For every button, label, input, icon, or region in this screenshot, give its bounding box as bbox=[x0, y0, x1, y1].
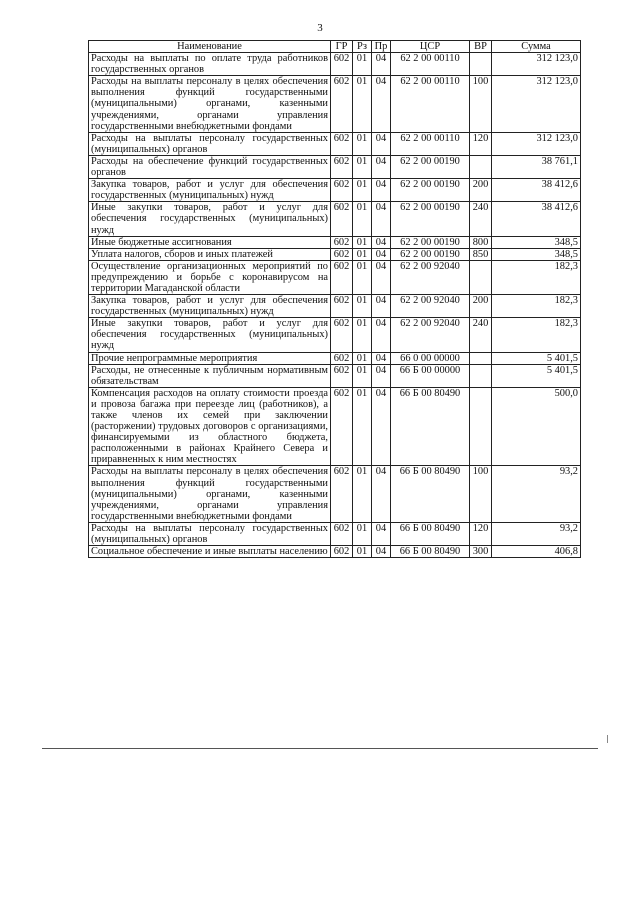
cell-vr bbox=[470, 155, 492, 178]
cell-vr bbox=[470, 260, 492, 294]
table-row bbox=[89, 387, 581, 466]
cell-gr: 602 bbox=[331, 248, 353, 260]
cell-csr: 66 Б 00 80490 bbox=[391, 522, 470, 545]
cell-rz: 01 bbox=[353, 236, 372, 248]
cell-vr: 200 bbox=[470, 295, 492, 318]
cell-sum: 38 761,1 bbox=[492, 155, 581, 178]
header-vr: ВР bbox=[470, 41, 492, 53]
cell-gr: 602 bbox=[331, 236, 353, 248]
cell-vr: 100 bbox=[470, 466, 492, 522]
cell-name: Прочие непрограммные мероприятия bbox=[89, 352, 331, 364]
cell-pr: 04 bbox=[372, 132, 391, 155]
cell-gr: 602 bbox=[331, 522, 353, 545]
cell-sum: 182,3 bbox=[492, 260, 581, 294]
cell-sum: 312 123,0 bbox=[492, 76, 581, 132]
cell-gr: 602 bbox=[331, 466, 353, 522]
cell-gr: 602 bbox=[331, 352, 353, 364]
cell-pr: 04 bbox=[372, 155, 391, 178]
cell-name: Социальное обеспечение и иные выплаты населению bbox=[89, 546, 331, 558]
cell-rz: 01 bbox=[353, 202, 372, 236]
cell-pr: 04 bbox=[372, 387, 391, 466]
table-row bbox=[89, 202, 581, 236]
cell-name: Закупка товаров, работ и услуг для обеспечения государственных (муниципальных) нужд bbox=[89, 179, 331, 202]
cell-gr: 602 bbox=[331, 387, 353, 466]
cell-vr: 240 bbox=[470, 202, 492, 236]
table-row bbox=[89, 364, 581, 387]
cell-name: Компенсация расходов на оплату стоимости проезда и провоза багажа при переезде лиц (работников), а также членов их семей при заключении (расторжении) трудовых договоров с организациями, финансируемыми из областного бюджета, расположенными в районах Крайнего Севера и приравненных к ним местностях bbox=[89, 387, 331, 466]
cell-rz: 01 bbox=[353, 248, 372, 260]
cell-csr: 62 2 00 00190 bbox=[391, 202, 470, 236]
table-row bbox=[89, 132, 581, 155]
cell-vr bbox=[470, 387, 492, 466]
cell-vr bbox=[470, 364, 492, 387]
header-rz: Рз bbox=[353, 41, 372, 53]
cell-csr: 62 2 00 92040 bbox=[391, 260, 470, 294]
cell-rz: 01 bbox=[353, 53, 372, 76]
cell-gr: 602 bbox=[331, 260, 353, 294]
cell-rz: 01 bbox=[353, 155, 372, 178]
cell-sum: 312 123,0 bbox=[492, 53, 581, 76]
cell-pr: 04 bbox=[372, 76, 391, 132]
cell-vr: 800 bbox=[470, 236, 492, 248]
table-row bbox=[89, 179, 581, 202]
cell-pr: 04 bbox=[372, 364, 391, 387]
cell-csr: 62 2 00 00190 bbox=[391, 155, 470, 178]
cell-gr: 602 bbox=[331, 53, 353, 76]
cell-vr: 300 bbox=[470, 546, 492, 558]
cell-rz: 01 bbox=[353, 318, 372, 352]
cell-gr: 602 bbox=[331, 179, 353, 202]
cell-csr: 62 2 00 00190 bbox=[391, 236, 470, 248]
cell-name: Иные закупки товаров, работ и услуг для обеспечения государственных (муниципальных) нужд bbox=[89, 318, 331, 352]
header-pr: Пр bbox=[372, 41, 391, 53]
table-row bbox=[89, 248, 581, 260]
table-row bbox=[89, 318, 581, 352]
cell-rz: 01 bbox=[353, 466, 372, 522]
cell-pr: 04 bbox=[372, 522, 391, 545]
cell-pr: 04 bbox=[372, 546, 391, 558]
cell-csr: 62 2 00 00110 bbox=[391, 76, 470, 132]
cell-csr: 62 2 00 92040 bbox=[391, 295, 470, 318]
cell-name: Осуществление организационных мероприятий по предупреждению и борьбе с коронавирусом на территории Магаданской области bbox=[89, 260, 331, 294]
cell-csr: 66 Б 00 80490 bbox=[391, 466, 470, 522]
cell-csr: 66 0 00 00000 bbox=[391, 352, 470, 364]
table-header-row bbox=[89, 41, 581, 53]
margin-tick-mark bbox=[607, 735, 608, 743]
cell-vr: 200 bbox=[470, 179, 492, 202]
cell-vr bbox=[470, 352, 492, 364]
cell-gr: 602 bbox=[331, 76, 353, 132]
cell-sum: 406,8 bbox=[492, 546, 581, 558]
table-row bbox=[89, 466, 581, 522]
cell-vr: 100 bbox=[470, 76, 492, 132]
cell-gr: 602 bbox=[331, 132, 353, 155]
cell-rz: 01 bbox=[353, 546, 372, 558]
cell-gr: 602 bbox=[331, 295, 353, 318]
cell-vr: 120 bbox=[470, 132, 492, 155]
cell-name: Иные бюджетные ассигнования bbox=[89, 236, 331, 248]
cell-name: Уплата налогов, сборов и иных платежей bbox=[89, 248, 331, 260]
page-number: 3 bbox=[317, 22, 323, 34]
header-name: Наименование bbox=[89, 41, 331, 53]
cell-csr: 66 Б 00 80490 bbox=[391, 546, 470, 558]
table-row bbox=[89, 295, 581, 318]
cell-pr: 04 bbox=[372, 248, 391, 260]
budget-table bbox=[88, 40, 581, 558]
cell-name: Расходы на выплаты по оплате труда работников государственных органов bbox=[89, 53, 331, 76]
cell-name: Расходы на выплаты персоналу государственных (муниципальных) органов bbox=[89, 522, 331, 545]
cell-csr: 62 2 00 00190 bbox=[391, 179, 470, 202]
cell-csr: 66 Б 00 80490 bbox=[391, 387, 470, 466]
cell-sum: 182,3 bbox=[492, 318, 581, 352]
cell-gr: 602 bbox=[331, 364, 353, 387]
cell-name: Расходы, не отнесенные к публичным нормативным обязательствам bbox=[89, 364, 331, 387]
table-row bbox=[89, 522, 581, 545]
cell-name: Закупка товаров, работ и услуг для обеспечения государственных (муниципальных) нужд bbox=[89, 295, 331, 318]
cell-rz: 01 bbox=[353, 132, 372, 155]
table-row bbox=[89, 76, 581, 132]
cell-rz: 01 bbox=[353, 522, 372, 545]
cell-pr: 04 bbox=[372, 352, 391, 364]
cell-name: Иные закупки товаров, работ и услуг для обеспечения государственных (муниципальных) нужд bbox=[89, 202, 331, 236]
cell-name: Расходы на обеспечение функций государственных органов bbox=[89, 155, 331, 178]
cell-sum: 500,0 bbox=[492, 387, 581, 466]
cell-rz: 01 bbox=[353, 179, 372, 202]
header-gr: ГР bbox=[331, 41, 353, 53]
cell-vr: 850 bbox=[470, 248, 492, 260]
cell-pr: 04 bbox=[372, 318, 391, 352]
cell-sum: 182,3 bbox=[492, 295, 581, 318]
cell-name: Расходы на выплаты персоналу в целях обеспечения выполнения функций государственными (муниципальными) органами, казенными учреждениями, органами управления государственными внебюджетными фондами bbox=[89, 466, 331, 522]
footer-divider bbox=[42, 748, 598, 749]
cell-vr bbox=[470, 53, 492, 76]
cell-rz: 01 bbox=[353, 295, 372, 318]
cell-rz: 01 bbox=[353, 260, 372, 294]
cell-vr: 120 bbox=[470, 522, 492, 545]
cell-sum: 38 412,6 bbox=[492, 179, 581, 202]
cell-csr: 62 2 00 92040 bbox=[391, 318, 470, 352]
cell-pr: 04 bbox=[372, 179, 391, 202]
cell-rz: 01 bbox=[353, 387, 372, 466]
cell-pr: 04 bbox=[372, 53, 391, 76]
cell-rz: 01 bbox=[353, 352, 372, 364]
table-row bbox=[89, 53, 581, 76]
cell-pr: 04 bbox=[372, 260, 391, 294]
cell-sum: 5 401,5 bbox=[492, 364, 581, 387]
cell-sum: 312 123,0 bbox=[492, 132, 581, 155]
table-row bbox=[89, 260, 581, 294]
cell-csr: 62 2 00 00110 bbox=[391, 132, 470, 155]
cell-pr: 04 bbox=[372, 236, 391, 248]
cell-sum: 5 401,5 bbox=[492, 352, 581, 364]
cell-sum: 93,2 bbox=[492, 466, 581, 522]
cell-name: Расходы на выплаты персоналу в целях обеспечения выполнения функций государственными (муниципальными) органами, казенными учреждениями, органами управления государственными внебюджетными фондами bbox=[89, 76, 331, 132]
header-csr: ЦСР bbox=[391, 41, 470, 53]
cell-gr: 602 bbox=[331, 318, 353, 352]
cell-gr: 602 bbox=[331, 202, 353, 236]
cell-rz: 01 bbox=[353, 364, 372, 387]
cell-sum: 348,5 bbox=[492, 236, 581, 248]
header-sum: Сумма bbox=[492, 41, 581, 53]
cell-pr: 04 bbox=[372, 466, 391, 522]
table-row bbox=[89, 155, 581, 178]
cell-name: Расходы на выплаты персоналу государственных (муниципальных) органов bbox=[89, 132, 331, 155]
cell-gr: 602 bbox=[331, 546, 353, 558]
cell-pr: 04 bbox=[372, 202, 391, 236]
cell-csr: 62 2 00 00190 bbox=[391, 248, 470, 260]
cell-sum: 93,2 bbox=[492, 522, 581, 545]
table-row bbox=[89, 546, 581, 558]
table-row bbox=[89, 352, 581, 364]
cell-pr: 04 bbox=[372, 295, 391, 318]
cell-rz: 01 bbox=[353, 76, 372, 132]
cell-csr: 62 2 00 00110 bbox=[391, 53, 470, 76]
cell-sum: 348,5 bbox=[492, 248, 581, 260]
cell-vr: 240 bbox=[470, 318, 492, 352]
cell-sum: 38 412,6 bbox=[492, 202, 581, 236]
cell-gr: 602 bbox=[331, 155, 353, 178]
table-row bbox=[89, 236, 581, 248]
cell-csr: 66 Б 00 00000 bbox=[391, 364, 470, 387]
